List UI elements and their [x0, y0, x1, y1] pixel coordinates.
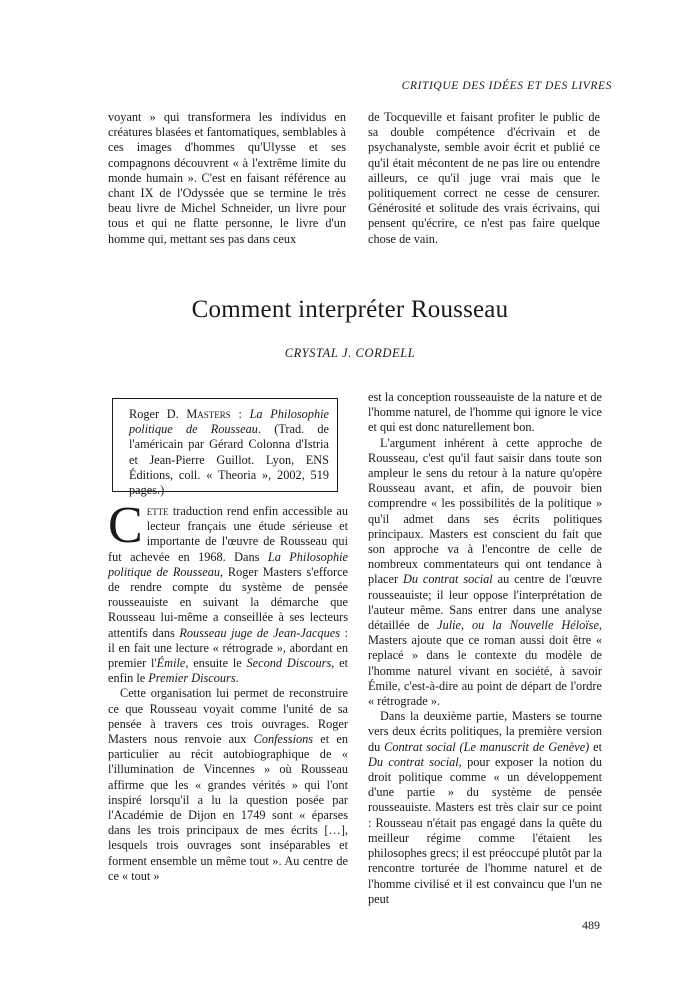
- main-right-paragraph-2: [368, 436, 602, 710]
- italic-title: Confessions: [253, 732, 314, 747]
- italic-title: Du contrat social: [368, 754, 459, 769]
- text-span: , ensuite le: [185, 656, 247, 671]
- main-right-column: [368, 390, 602, 907]
- text-span: et: [589, 739, 603, 754]
- book-colon: :: [230, 407, 250, 421]
- italic-title: Émile: [156, 656, 186, 671]
- top-right-column: [368, 110, 600, 247]
- book-details: . (Trad. de l'américain par Gérard Colonna d'Istria et Jean-Pierre Guillot. Lyon, ENS Éditions, coll. « Theoria », 2002, 519 pages.): [129, 422, 330, 498]
- italic-title: Rousseau juge de Jean-Jacques: [179, 625, 340, 640]
- top-left-column: [108, 110, 346, 247]
- italic-title: Du contrat social: [402, 572, 493, 587]
- main-right-paragraph-3: [368, 709, 602, 907]
- article-author: CRYSTAL J. CORDELL: [284, 346, 416, 360]
- text-span: , pour exposer la notion du droit politique comme « un développement d'une partie » du système de pensée rousseauiste. Masters est très clair sur ce point : Rousseau n'était pas engagé dans la quête du meilleur régime comme l'étaient les philosophes grecs; il est préoccupé plutôt par la rencontre torturée de l'homme naturel et de l'homme civilisé et il est convaincu que l'un ne peut: [368, 754, 602, 906]
- top-left-paragraph: voyant » qui transformera les individus en créatures blasées et fantomatiques, semblables à ces images d'hommes qu'Ulysse et ses compagnons découvrent « à l'extrême limite du monde humain ». C'est en faisant référence au chant IX de l'Odyssée que se termine le très beau livre de Michel Schneider, un livre pour tous et qui ne flatte personne, le livre d'un homme qui, mettant ses pas dans ceux: [108, 110, 346, 246]
- italic-title: Contrat social (Le manuscrit de Genève): [384, 739, 590, 754]
- drop-cap: C: [108, 497, 143, 554]
- text-span: L'argument inhérent à cette approche de Rousseau, c'est qu'il faut saisir dans toute son ampleur le sens du retour à la nature qu'opère Rousseau avant, et afin, de pouvoir bien comprendre « les possibilités de la politique » qu'il admet dans ses écrits politiques principaux. Masters est conscient du fait que son approche va à l'encontre de celle de nombreux commentateurs qui ont tendance à placer: [368, 435, 602, 587]
- article-title: Comment interpréter Rousseau: [191, 296, 509, 323]
- italic-title: La Philosophie politique de Rousseau: [108, 549, 349, 579]
- text-span: .: [235, 671, 239, 686]
- page-number: 489: [582, 918, 600, 932]
- text-span: et en particulier au récit autobiographique de « l'illumination de Vincennes » où Rousseau affirme que les « grandes vérités » qui l'ont inspiré lorsqu'il a lu la question posée par l'Académie de Dijon en 1749 sont « éparses dans les trois principaux de mes écrits […], lesquels trois ouvrages sont inséparables et forment ensemble un même tout ». Au centre de ce « tout »: [108, 732, 348, 883]
- book-reference-box: [112, 398, 338, 498]
- italic-title: Premier Discours: [148, 671, 236, 686]
- main-left-paragraph-1: [108, 497, 349, 686]
- book-author-first: Roger D.: [129, 407, 179, 421]
- text-span: , et enfin le: [108, 656, 348, 686]
- main-right-paragraph-1: est la conception rousseauiste de la nature et de l'homme naturel, de l'homme qui ignore le vice et qui est donc naturellement bon.: [368, 390, 602, 435]
- running-header: CRITIQUE DES IDÉES ET DES LIVRES: [401, 80, 612, 92]
- text-span: , Roger Masters s'efforce de rendre compte du système de pensée rousseauiste en suivant la démarche que Rousseau lui-même a conseillée à ses lecteurs attentifs dans: [108, 564, 348, 640]
- top-right-paragraph: de Tocqueville et faisant profiter le public de sa double compétence d'écrivain et de psychanalyste, semble avoir écrit et publié ce qu'il était mécontent de ne pas lire ou entendre ailleurs, ce qu'il juge vrai mais que le politiquement correct ne cesse de censurer. Générosité et solitude des vrais écrivains, qui pensent qu'écrire, ce n'est pas faire quelque chose de vain.: [368, 110, 600, 246]
- text-span: Dans la deuxième partie, Masters se tourne vers deux écrits politiques, la première version du: [368, 709, 602, 754]
- main-left-column: [108, 497, 349, 884]
- text-span: , Masters ajoute que ce roman aussi doit être « replacé » dans le contexte du modèle de l'homme naturel vivant en société, à savoir Émile, c'est-à-dire au point de départ de l'ordre « rétrograde ».: [368, 618, 602, 709]
- book-author-last: Masters: [186, 407, 231, 421]
- italic-title: Julie, ou la Nouvelle Héloïse: [437, 618, 599, 633]
- main-left-paragraph-2: [108, 686, 348, 884]
- book-title: La Philosophie politique de Rousseau: [129, 407, 329, 437]
- text-span: : il en fait une lecture « rétrograde », abordant en premier l': [108, 625, 348, 671]
- text-span: traduction rend enfin accessible au lecteur français une étude sérieuse et importante de l'œuvre de Rousseau qui fut achevée en 1968. Dans: [108, 504, 348, 564]
- text-span: au centre de l'œuvre rousseauiste; il leur oppose l'interprétation de l'auteur même. Sans entrer dans une analyse détaillée de: [368, 572, 602, 633]
- book-reference: [129, 407, 329, 498]
- text-span: Cette organisation lui permet de reconstruire ce que Rousseau voyait comme l'unité de sa pensée à travers ces trois ouvrages. Roger Masters nous renvoie aux: [108, 686, 348, 747]
- italic-title: Second Discours: [246, 656, 332, 671]
- opening-smallcaps: ette: [146, 504, 169, 518]
